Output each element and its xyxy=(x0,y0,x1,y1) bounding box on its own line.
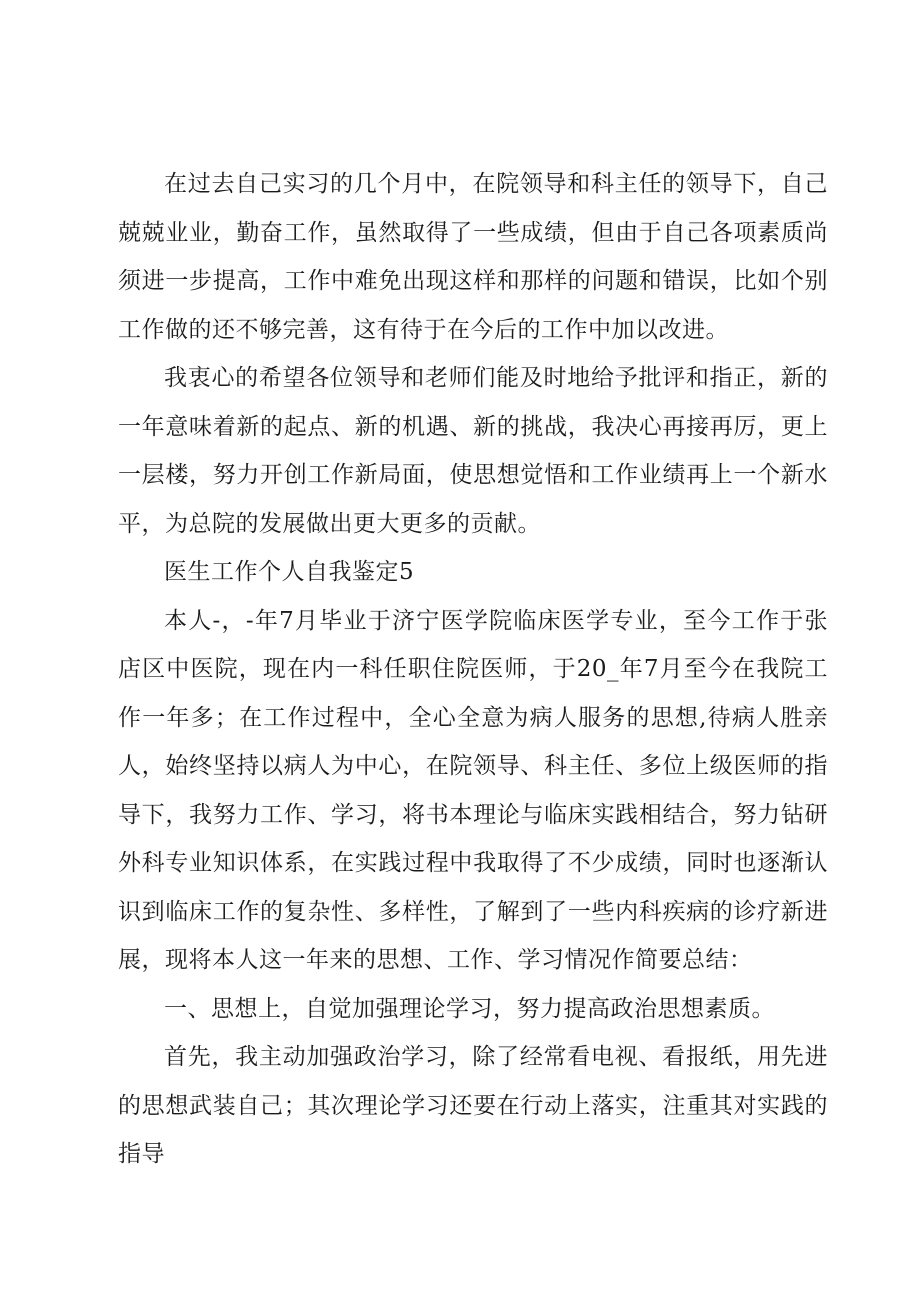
paragraph-political-study: 首先，我主动加强政治学习，除了经常看电视、看报纸，用先进的思想武装自己；其次理论学习还要在行动上落实，注重其对实践的指导 xyxy=(118,1044,828,1167)
document-body xyxy=(118,160,828,1179)
section-heading: 医生工作个人自我鉴定5 xyxy=(164,559,415,585)
paragraph-self-introduction: 本人-，-年7月毕业于济宁医学院临床医学专业，至今工作于张店区中医院，现在内一科任职住院医师，于20_年7月至今在我院工作一年多；在工作过程中，全心全意为病人服务的思想,待病人胜亲人，始终坚持以病人为中心，在院领导、科主任、多位上级医师的指导下，我努力工作、学习，将书本理论与临床实践相结合，努力钻研外科专业知识体系，在实践过程中我取得了不少成绩，同时也逐渐认识到临床工作的复杂性、多样性，了解到了一些内科疾病的诊疗新进展，现将本人这一年来的思想、工作、学习情况作简要总结： xyxy=(118,607,828,973)
paragraph-hopes-and-resolve: 我衷心的希望各位领导和老师们能及时地给予批评和指正，新的一年意味着新的起点、新的机遇、新的挑战，我决心再接再厉，更上一层楼，努力开创工作新局面，使思想觉悟和工作业绩再上一个新水平，为总院的发展做出更大更多的贡献。 xyxy=(118,365,828,537)
paragraph-point-one: 一、思想上，自觉加强理论学习，努力提高政治思想素质。 xyxy=(164,995,775,1022)
paragraph-internship-summary: 在过去自己实习的几个月中，在院领导和科主任的领导下，自己兢兢业业，勤奋工作，虽然取得了一些成绩，但由于自己各项素质尚须进一步提高，工作中难免出现这样和那样的问题和错误，比如个别工作做的还不够完善，这有待于在今后的工作中加以改进。 xyxy=(118,171,828,343)
